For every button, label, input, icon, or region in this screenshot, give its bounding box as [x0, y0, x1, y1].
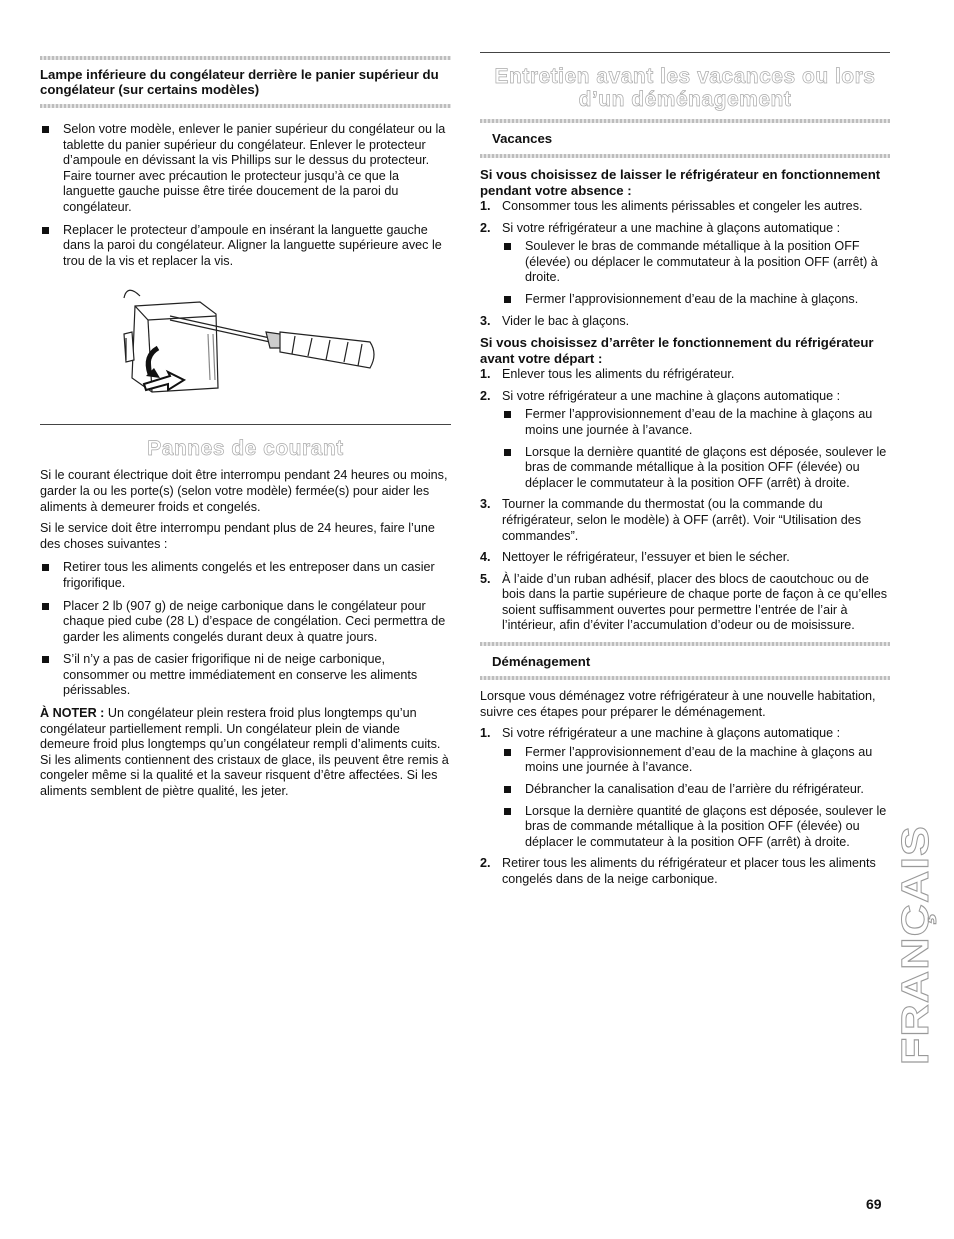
side-tab-label: FRANÇAIS [895, 860, 937, 1065]
step-number: 3. [480, 497, 491, 512]
step-item [480, 199, 890, 215]
step-item [480, 314, 890, 330]
panne-paragraph: Si le service doit être interrompu pendant plus de 24 heures, faire l’une des choses suivantes : [40, 521, 435, 551]
step-text: Si votre réfrigérateur a une machine à glaçons automatique : [502, 388, 841, 403]
section-divider [480, 52, 890, 53]
step-text: Retirer tous les aliments du réfrigérateur et placer tous les aliments congelés dans de la neige carbonique. [502, 856, 876, 886]
step-item [480, 856, 890, 887]
step-number: 1. [480, 726, 491, 741]
lamp-bullet-list [40, 122, 451, 269]
step-bullet-list [502, 239, 890, 307]
list-item: Replacer le protecteur d’ampoule en insérant la languette gauche dans la paroi du congélateur. Aligner la languette supérieure avec le trou de la vis et replacer la vis. [40, 223, 451, 270]
note-paragraph [40, 706, 451, 800]
step-number: 2. [480, 220, 491, 235]
step-number: 2. [480, 856, 491, 871]
list-item: Soulever le bras de commande métallique à la position OFF (élevée) ou déplacer le commutateur à la position OFF (arrêt) à droite. [502, 239, 890, 286]
step-text: Vider le bac à glaçons. [502, 313, 630, 328]
step-text: Enlever tous les aliments du réfrigérateur. [502, 367, 735, 382]
list-item: S’il n’y a pas de casier frigorifique ni de neige carbonique, consommer ou mettre immédiatement en conserve les aliments périssables. [40, 652, 451, 699]
step-item [480, 550, 890, 566]
language-side-tab [895, 820, 940, 1070]
lamp-heading: Lampe inférieure du congélateur derrière le panier supérieur du congélateur (sur certains modèles) [40, 67, 439, 97]
main-title-line1: Entretien avant les vacances ou lors [494, 65, 876, 88]
list-item: Débrancher la canalisation d’eau de l’arrière du réfrigérateur. [502, 782, 890, 798]
list-item: Fermer l’approvisionnement d’eau de la machine à glaçons. [502, 292, 890, 308]
step-item [480, 572, 890, 634]
step-number: 2. [480, 388, 491, 403]
list-item: Fermer l’approvisionnement d’eau de la machine à glaçons au moins une journée à l’avance. [502, 745, 890, 776]
list-item: Fermer l’approvisionnement d’eau de la machine à glaçons au moins une journée à l’avance. [502, 407, 890, 438]
list-item: Selon votre modèle, enlever le panier supérieur du congélateur ou la tablette du panier supérieur du congélateur. Enlever le protecteur d’ampoule en dévissant la vis Phillips sur le dessus du protecteur. Faire tourner avec précaution le protecteur jusqu’à ce que la languette gauche puisse être tirée doucement de la paroi du congélateur. [40, 122, 451, 216]
step-number: 4. [480, 550, 491, 565]
step-item [480, 389, 890, 492]
step-item [480, 367, 890, 383]
right-column [480, 52, 890, 894]
step-bullet-list [502, 407, 890, 491]
step-number: 5. [480, 571, 491, 586]
main-title-line2: d’un déménagement [578, 88, 792, 111]
demenagement-steps [480, 726, 890, 887]
screwdriver-illustration [40, 276, 451, 416]
step-item [480, 221, 890, 308]
step-item [480, 726, 890, 850]
step-text: Consommer tous les aliments périssables et congeler les autres. [502, 199, 863, 213]
step-number: 1. [480, 367, 491, 382]
section-divider [40, 424, 451, 425]
step-text: Si votre réfrigérateur a une machine à glaçons automatique : [502, 726, 841, 741]
page-number: 69 [866, 1196, 882, 1212]
step-bullet-list [502, 745, 890, 851]
section-rule [480, 154, 890, 158]
step-text: À l’aide d’un ruban adhésif, placer des blocs de caoutchouc ou de bois dans la partie supérieure de chaque porte de façon à ce qu’elles soient suffisamment ouvertes pour permettre l’entrée de l’air à l’intérieur, afin d’éviter l’accumulation d’odeur ou de moisissure. [502, 571, 888, 633]
step-text: Nettoyer le réfrigérateur, l’essuyer et bien le sécher. [502, 550, 790, 565]
section-rule [480, 119, 890, 123]
section-rule [40, 104, 451, 108]
list-item: Lorsque la dernière quantité de glaçons est déposée, soulever le bras de commande métallique à la position OFF (élevée) ou déplacer le commutateur à la position OFF (arrêt) à droite. [502, 445, 890, 492]
step-text: Si votre réfrigérateur a une machine à glaçons automatique : [502, 220, 841, 235]
demenagement-heading: Déménagement [492, 654, 591, 670]
panne-bullet-list [40, 560, 451, 699]
demenagement-intro: Lorsque vous déménagez votre réfrigérateur à une nouvelle habitation, suivre ces étapes pour préparer le déménagement. [480, 689, 876, 719]
panne-paragraph: Si le courant électrique doit être interrompu pendant 24 heures ou moins, garder la ou les porte(s) (selon votre modèle) fermée(s) pour aider les aliments à demeurer froids et congelés. [40, 468, 448, 514]
vacances-heading: Vacances [492, 131, 553, 146]
step-number: 3. [480, 313, 491, 328]
list-item: Lorsque la dernière quantité de glaçons est déposée, soulever le bras de commande métallique à la position OFF (élevée) ou déplacer le commutateur à la position OFF (arrêt) à droite. [502, 804, 890, 851]
section-rule [40, 56, 451, 60]
step-text: Tourner la commande du thermostat (ou la commande du réfrigérateur, selon le modèle) à OFF (arrêt). Voir “Utilisation des commandes”. [502, 497, 862, 543]
left-column [40, 56, 451, 806]
note-label: À NOTER : [40, 706, 105, 721]
step-item [480, 497, 890, 544]
section-rule [480, 642, 890, 646]
panne-heading: Pannes de courant [147, 437, 344, 461]
sub1-steps [480, 199, 890, 329]
list-item: Retirer tous les aliments congelés et les entreposer dans un casier frigorifique. [40, 560, 451, 591]
note-text: Un congélateur plein restera froid plus longtemps qu’un congélateur partiellement rempli. Un congélateur plein de viande demeure froid plus longtemps qu’un congélateur rempli d’aliments cuits. Si les aliments contiennent des cristaux de glace, ils peuvent être remis à congeler même si la qualité et la saveur risquent d’être affectées. Si les aliments semblent de piètre qualité, les jeter. [40, 706, 449, 799]
section-rule [480, 676, 890, 680]
sub1-heading: Si vous choisissez de laisser le réfrigérateur en fonctionnement pendant votre absence : [480, 167, 881, 198]
sub2-steps [480, 367, 890, 634]
sub2-heading: Si vous choisissez d’arrêter le fonctionnement du réfrigérateur avant votre départ : [480, 335, 874, 367]
list-item: Placer 2 lb (907 g) de neige carbonique dans le congélateur pour chaque pied cube (28 L) d’espace de congélation. Ceci permettra de garder les aliments congelés durant deux à quatre jours. [40, 599, 451, 646]
step-number: 1. [480, 199, 491, 213]
